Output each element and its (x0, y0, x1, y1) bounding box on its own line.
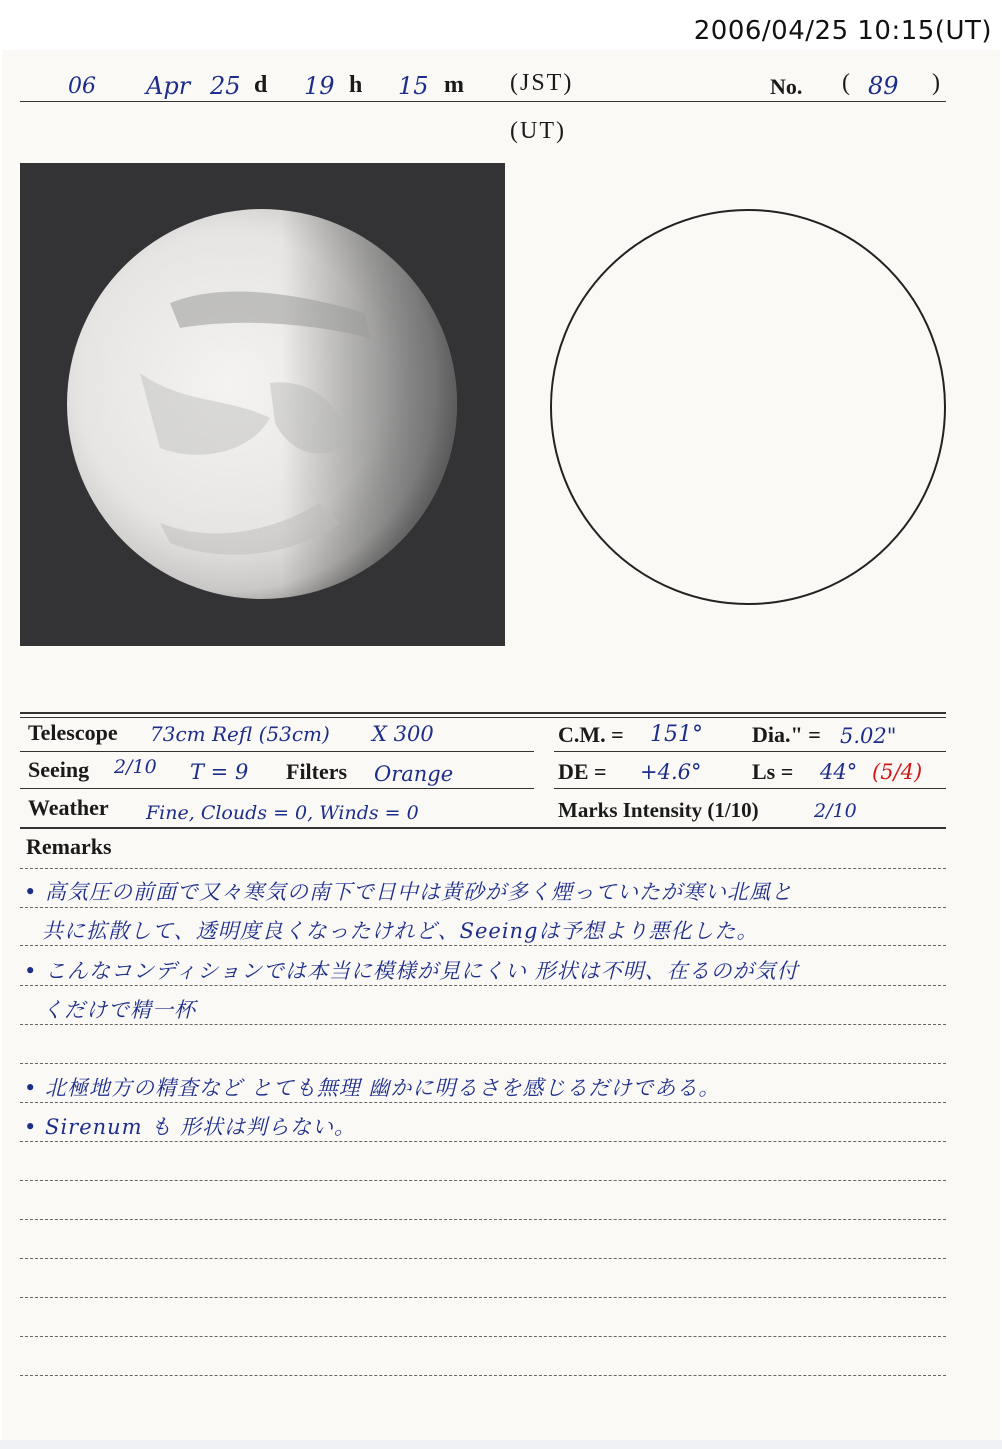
filters-label: Filters (286, 759, 348, 784)
marks-intensity-value: 2/10 (814, 800, 857, 822)
ruled-line (20, 945, 946, 946)
ruled-line (20, 1180, 946, 1181)
year-value: 06 (68, 74, 96, 99)
table-rule (20, 751, 534, 752)
table-top-rule-inner (20, 717, 946, 718)
table-top-rule (20, 712, 946, 714)
remark-line: • 高気圧の前面で又々寒気の南下で日中は黄砂が多く煙っていたが寒い北風と (24, 880, 794, 904)
number-close: ) (932, 70, 940, 96)
ls-value: 44° (820, 760, 858, 784)
ut-label: (UT) (510, 118, 566, 144)
timestamp-stamp: 2006/04/25 10:15(UT) (693, 16, 992, 46)
remark-line: 共に拡散して、透明度良くなったけれど、Seeingは予想より悪化した。 (42, 919, 759, 943)
table-rule (554, 788, 946, 789)
telescope-label: Telescope (28, 720, 118, 745)
seeing-label: Seeing (28, 757, 90, 782)
cm-value: 151° (650, 722, 703, 747)
remarks-title: Remarks (26, 834, 112, 859)
scan-edge (0, 1440, 1002, 1449)
ruled-line (20, 1297, 946, 1298)
ls-note: (5/4) (872, 760, 923, 784)
mars-sketch (20, 163, 505, 646)
filters-value: Orange (374, 762, 454, 786)
number-open: ( (842, 70, 850, 96)
magnification-value: X 300 (372, 722, 434, 746)
ruled-line (20, 1375, 946, 1376)
ls-label: Ls = (752, 759, 794, 784)
mars-drawing-panel (20, 163, 505, 646)
day-unit: d (254, 72, 268, 98)
seeing-value: 2/10 (114, 756, 157, 778)
diameter-label: Dia." = (752, 722, 821, 747)
minute-value: 15 (398, 72, 429, 100)
telescope-value: 73cm Refl (53cm) (150, 722, 330, 746)
header-rule (20, 101, 946, 102)
hour-value: 19 (304, 72, 335, 100)
table-rule (554, 751, 946, 752)
diameter-value: 5.02" (840, 724, 897, 748)
ruled-line (20, 1141, 946, 1142)
transparency-value: T = 9 (190, 760, 249, 784)
observation-card (2, 50, 1000, 1440)
ruled-line (20, 1063, 946, 1064)
de-label: DE = (558, 759, 607, 784)
de-value: +4.6° (640, 760, 702, 784)
ruled-line (20, 907, 946, 908)
number-label: No. (770, 74, 803, 99)
table-bottom-rule (20, 827, 946, 829)
ruled-line (20, 1336, 946, 1337)
remark-line: くだけで精一杯 (42, 998, 196, 1022)
jst-label: (JST) (510, 70, 574, 96)
marks-intensity-label: Marks Intensity (1/10) (558, 798, 759, 822)
ruled-line (20, 1024, 946, 1025)
table-rule (20, 788, 534, 789)
blank-disk-template (548, 208, 954, 608)
ruled-line (20, 1102, 946, 1103)
month-value: Apr (146, 72, 191, 100)
number-value: 89 (868, 72, 899, 100)
remark-line: • 北極地方の精査など とても無理 幽かに明るさを感じるだけである。 (24, 1076, 721, 1100)
weather-value: Fine, Clouds = 0, Winds = 0 (146, 802, 419, 824)
ruled-line (20, 985, 946, 986)
weather-label: Weather (28, 795, 109, 820)
remark-line: • Sirenum も 形状は判らない。 (24, 1115, 356, 1139)
ruled-line (20, 868, 946, 869)
day-value: 25 (210, 72, 241, 100)
ruled-line (20, 1258, 946, 1259)
ruled-line (20, 1219, 946, 1220)
minute-unit: m (444, 72, 464, 98)
cm-label: C.M. = (558, 722, 624, 747)
hour-unit: h (349, 72, 363, 98)
remark-line: • こんなコンディションでは本当に模様が見にくい 形状は不明、在るのが気付 (24, 959, 799, 983)
